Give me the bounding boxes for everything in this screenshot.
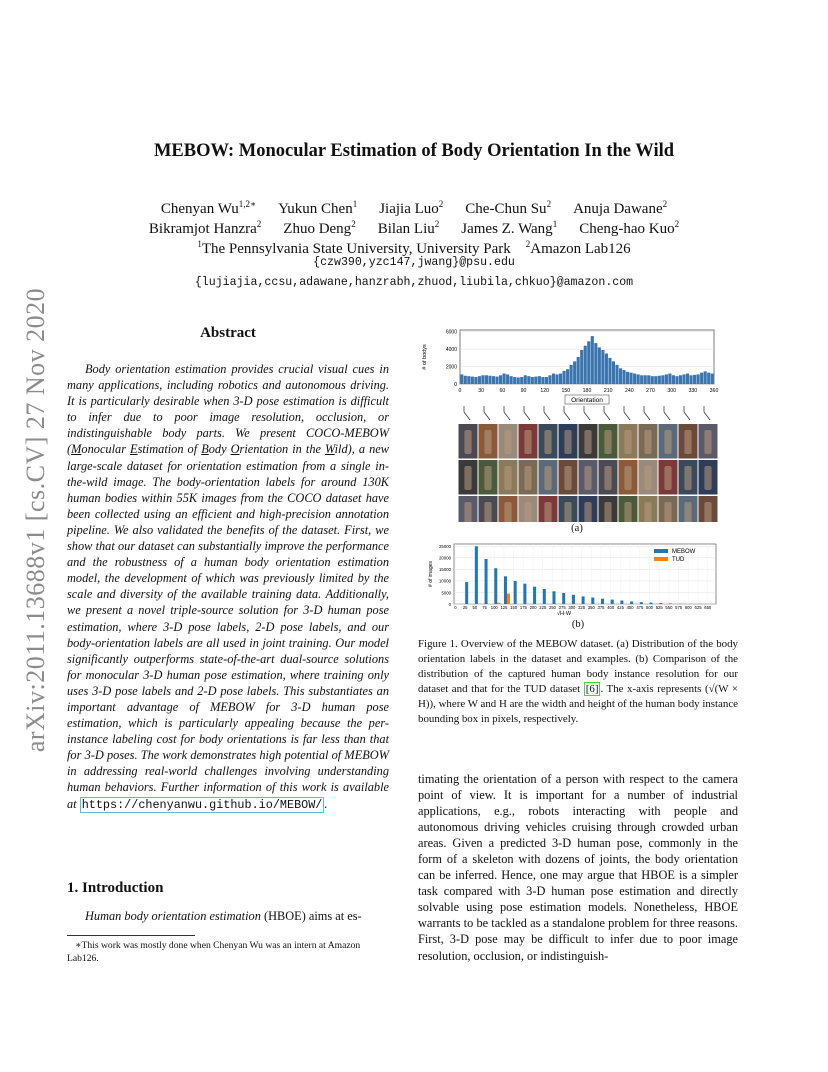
person-silhouette [624, 466, 631, 490]
abstract-text-2: onocular [81, 442, 131, 457]
paper-title: MEBOW: Monocular Estimation of Body Orientation In the Wild [153, 141, 675, 161]
bar [517, 377, 520, 384]
person-silhouette [664, 502, 671, 522]
email-amazon: {lujiajia,ccsu,adawane,hanzrabh,zhuod,liubila,chkuo}@amazon.com [194, 276, 634, 289]
connector-line [664, 406, 670, 420]
person-silhouette [504, 466, 511, 490]
bar [520, 377, 523, 384]
bar [548, 375, 551, 384]
bar [497, 603, 500, 604]
abstract-text-3: stimation of [137, 442, 202, 457]
y-tick-label: 2000 [445, 364, 457, 371]
x-tick-label: 125 [500, 605, 508, 610]
person-silhouette [484, 502, 491, 522]
intro-emphasis: Human body orientation estimation [85, 909, 261, 923]
bar [640, 602, 643, 604]
x-tick-label: 30 [478, 388, 485, 394]
resolution-histogram [418, 540, 718, 618]
person-silhouette [564, 466, 571, 490]
y-axis-label: # of bodys [422, 344, 428, 370]
author-name: Anuja Dawane [573, 201, 663, 217]
connector-line [624, 406, 630, 420]
x-tick-label: 275 [558, 605, 566, 610]
y-tick-label: 0 [448, 601, 451, 607]
bar [538, 376, 541, 384]
x-tick-label: 400 [607, 605, 615, 610]
bar [633, 374, 636, 384]
x-tick-label: 625 [694, 605, 702, 610]
footnote-rule [67, 935, 195, 936]
author-affil-sup: 1,2∗ [238, 199, 257, 209]
person-silhouette [524, 430, 531, 454]
connector-line [704, 406, 710, 420]
author-name: Che-Chun Su [465, 201, 547, 217]
x-tick-label: 450 [626, 605, 634, 610]
connector-line [464, 406, 470, 420]
bar [533, 587, 536, 604]
y-tick-label: 4000 [445, 347, 457, 354]
bar [523, 584, 526, 604]
abstract-body [67, 361, 389, 813]
bar [485, 375, 488, 384]
bar [711, 374, 714, 384]
figure-1b [418, 540, 718, 630]
person-silhouette [524, 502, 531, 522]
bar [675, 376, 678, 384]
connector-line [544, 406, 550, 420]
bar [619, 368, 622, 384]
bar [481, 375, 484, 384]
bar [672, 375, 675, 384]
caption-text-1: Figure 1. Overview of the MEBOW dataset. (a) Distribution of the body orientation labels in the dataset and examples. (b) Comparison of the distribution of the captured human body instance resolution for our dataset and that for the TUD dataset [418, 638, 738, 696]
person-silhouette [584, 502, 591, 522]
x-tick-label: 150 [561, 388, 571, 394]
bar [577, 357, 580, 384]
bar [612, 361, 615, 384]
x-tick-label: 0 [454, 605, 457, 610]
bar [582, 596, 585, 604]
affiliation-1: The Pennsylvania State University, University Park [201, 241, 511, 257]
bar [651, 376, 654, 384]
abstract-text-4: ody [208, 442, 231, 457]
author-affil-sup: 2 [438, 199, 444, 209]
legend-swatch [654, 549, 668, 553]
bar [704, 371, 707, 384]
abstract-text-5: rientation in the [239, 442, 325, 457]
bar [563, 371, 566, 384]
person-silhouette [684, 502, 691, 522]
bar [478, 376, 481, 384]
bar [474, 377, 477, 384]
x-tick-label: 425 [616, 605, 624, 610]
bar [650, 603, 653, 604]
bar [541, 377, 544, 384]
bar [471, 377, 474, 384]
bar [608, 358, 611, 384]
bar [693, 375, 696, 384]
bar [587, 341, 590, 384]
bar [467, 376, 470, 384]
bar [572, 595, 575, 604]
person-silhouette [464, 430, 471, 454]
author-name: James Z. Wang [461, 221, 553, 237]
bar [573, 361, 576, 384]
x-tick-label: 325 [578, 605, 586, 610]
bar [570, 365, 573, 384]
x-tick-label: 0 [458, 388, 462, 394]
x-axis-label: √H·W [557, 611, 572, 617]
bar [658, 376, 661, 384]
intro-body [67, 908, 389, 924]
bar [513, 377, 516, 384]
bar [615, 365, 618, 384]
bar [495, 377, 498, 384]
intro-continued: timating the orientation of a person with respect to the camera point of view. It is important for a number of industrial applications, e.g., robots interacting with people and autonomous driving vehicles cruising through crowded urban areas. Given a predicted 3-D human pose, commonly in the form of a skeleton with dozens of joints, the body orientation can be inferred. Hence, one may argue that HBOE is a simpler task compared with 3-D human pose estimation and directly solvable using pose estimation models. Nonetheless, HBOE warrants to be tackled as a standalone problem for three reasons. First, 3-D pose may be difficult to infer due to poor image resolution, occlusion, or indistinguish- [418, 772, 738, 963]
bar [686, 374, 689, 384]
bar [630, 601, 633, 604]
bar [562, 593, 565, 604]
x-tick-label: 90 [520, 388, 527, 394]
author-affil-sup: 2 [434, 219, 440, 229]
x-tick-label: 25 [462, 605, 468, 610]
figure-caption [418, 637, 738, 728]
legend-swatch [654, 557, 668, 561]
x-tick-label: 50 [472, 605, 478, 610]
bar [665, 374, 668, 384]
x-tick-label: 75 [482, 605, 487, 610]
bar [559, 374, 562, 384]
bar [504, 576, 507, 604]
x-tick-label: 120 [540, 388, 549, 394]
x-tick-label: 375 [597, 605, 605, 610]
person-silhouette [544, 502, 551, 522]
bar [682, 374, 685, 384]
caption-text-2: . The x-axis represents (√(W × H)), where W and H are the width and height of the human body instance bounding box in pixels, respectively. [418, 683, 738, 726]
x-tick-label: 330 [688, 388, 698, 394]
bar [464, 376, 467, 384]
x-tick-label: 575 [675, 605, 683, 610]
bar [690, 375, 693, 384]
author-affil-sup: 2 [662, 199, 668, 209]
x-tick-label: 180 [582, 388, 592, 394]
caption-citation[interactable]: [6] [585, 683, 599, 696]
bar [485, 559, 488, 604]
bar [460, 374, 463, 384]
y-tick-label: 10000 [439, 578, 451, 584]
connector-line [484, 406, 490, 420]
connector-line [584, 406, 590, 420]
person-silhouette [664, 466, 671, 490]
x-tick-label: 240 [625, 388, 634, 394]
y-tick-label: 5000 [441, 590, 451, 596]
bar [545, 377, 548, 384]
y-tick-label: 25000 [439, 544, 451, 550]
abstract-text-6: ild), a new large-scale dataset for orientation estimation from a single in-the-wild image. The body-orientation labels for around 130K human bodies within 55K images from the COCO dataset have been collected using an efficient and high-precision annotation pipeline. We also validated the benefits of the dataset. First, we show that our dataset can substantially improve the performance and the robustness of a human body orientation estimation model, the development of which was previously limited by the scale and diversity of the available training data. Additionally, we present a novel triple-source solution for 3-D human pose estimation, where 3-D pose labels, 2-D pose labels, and our body-orientation labels are all used in joint training. Our model significantly outperforms state-of-the-art dual-source solutions for monocular 3-D human pose estimation, where training only uses 3-D pose labels and 2-D pose labels. This substantiates an important advantage of MEBOW for 3-D human pose estimation, which is particularly appealing because the per-instance labeling cost for body orientations is far less than that for 3-D poses. The work demonstrates high potential of MEBOW in addressing real-world challenges involving understanding human behaviors. Further information of this work is available at [67, 442, 389, 811]
bar [488, 376, 491, 384]
bar [707, 373, 710, 384]
author-affil-sup: 2 [674, 219, 680, 229]
bar [640, 375, 643, 384]
x-tick-label: 360 [709, 388, 719, 394]
bar [661, 375, 664, 384]
y-tick-label: 20000 [439, 555, 451, 561]
legend-label: TUD [672, 557, 685, 563]
bar [527, 376, 530, 384]
abstract-heading: Abstract [200, 325, 256, 341]
bar [654, 376, 657, 384]
bar [630, 373, 633, 384]
arxiv-id: arXiv:2011.13688v1 [cs.CV] 27 Nov 2020 [21, 287, 50, 753]
affiliation-2: Amazon Lab126 [530, 241, 631, 257]
connector-line [564, 406, 570, 420]
x-tick-label: 475 [636, 605, 644, 610]
x-tick-label: 210 [603, 388, 613, 394]
bar [514, 581, 517, 604]
bar [465, 582, 468, 604]
connector-line [524, 406, 530, 420]
person-silhouette [524, 466, 531, 490]
bar [510, 376, 513, 384]
x-tick-label: 300 [568, 605, 576, 610]
bar [555, 374, 558, 384]
connector-line [604, 406, 610, 420]
project-link[interactable]: https://chenyanwu.github.io/MEBOW/ [81, 797, 323, 812]
author-affil-sup: 2 [546, 199, 552, 209]
author-name: Zhuo Deng [283, 221, 352, 237]
author-name: Chenyan Wu [160, 201, 239, 217]
bar [584, 346, 587, 384]
bar [499, 375, 502, 384]
figure-label-b: (b) [571, 619, 585, 630]
legend-label: MEBOW [672, 549, 696, 555]
abstract-underline-m: M [71, 442, 82, 457]
author-name: Cheng-hao Kuo [579, 221, 675, 237]
abstract-text-1: Body orientation estimation provides crucial visual cues in many applications, including robotics and autonomous driving. It is particularly desirable when 3-D pose estimation is difficult to infer due to poor image resolution, occlusion, or indistinguishable body parts. We present COCO-MEBOW ( [67, 362, 389, 457]
person-silhouette [504, 430, 511, 454]
bar [503, 374, 506, 384]
person-silhouette [604, 466, 611, 490]
bar [668, 374, 671, 384]
bar [626, 372, 629, 384]
person-silhouette [464, 502, 471, 522]
person-silhouette [644, 466, 651, 490]
y-tick-label: 6000 [445, 329, 457, 336]
bar [669, 603, 672, 604]
abstract-underline-o: O [230, 442, 240, 457]
y-axis-label: # of images [428, 561, 434, 587]
x-tick-label: 525 [655, 605, 663, 610]
x-tick-label: 175 [519, 605, 527, 610]
bar [591, 598, 594, 604]
person-silhouette [624, 502, 631, 522]
bar [605, 354, 608, 384]
figure-1a [418, 322, 736, 534]
person-silhouette [484, 430, 491, 454]
bar [700, 373, 703, 384]
footnote: ∗This work was mostly done when Chenyan Wu was an intern at Amazon Lab126. [67, 940, 361, 964]
x-tick-label: 150 [510, 605, 518, 610]
bar [679, 375, 682, 384]
x-tick-label: 350 [587, 605, 595, 610]
intro-heading: 1. Introduction [67, 880, 164, 896]
person-silhouette [704, 502, 711, 522]
bar [475, 546, 478, 604]
person-silhouette [544, 430, 551, 454]
author-name: Bilan Liu [377, 221, 435, 237]
abstract-underline-w: W [325, 442, 335, 457]
bar [611, 600, 614, 604]
bar [601, 599, 604, 604]
bar [594, 343, 597, 384]
person-silhouette [624, 430, 631, 454]
orientation-histogram [418, 322, 736, 522]
bar [601, 350, 604, 384]
author-name: Jiajia Luo [379, 201, 439, 217]
bar [566, 369, 569, 384]
x-tick-label: 600 [684, 605, 692, 610]
affiliation-1-sup: 1 [197, 239, 202, 249]
x-tick-label: 270 [646, 388, 655, 394]
person-silhouette [704, 430, 711, 454]
x-axis-label: Orientation [571, 397, 603, 404]
person-silhouette [564, 430, 571, 454]
bar [620, 601, 623, 604]
bar [531, 377, 534, 384]
bar [506, 374, 509, 384]
x-tick-label: 300 [667, 388, 676, 394]
person-silhouette [664, 430, 671, 454]
person-silhouette [544, 466, 551, 490]
bar [697, 374, 700, 384]
y-tick-label: 15000 [439, 567, 451, 573]
author-affil-sup: 1 [552, 219, 558, 229]
person-silhouette [644, 502, 651, 522]
person-silhouette [584, 430, 591, 454]
bar [507, 594, 510, 604]
abstract-end: . [324, 796, 328, 811]
bar [598, 347, 601, 384]
author-affil-sup: 2 [256, 219, 262, 229]
person-silhouette [684, 466, 691, 490]
person-silhouette [484, 466, 491, 490]
bar [644, 375, 647, 384]
author-affil-sup: 1 [352, 199, 358, 209]
bar [534, 377, 537, 384]
affiliation-2-sup: 2 [525, 239, 531, 249]
bar [659, 603, 662, 604]
person-silhouette [704, 466, 711, 490]
person-silhouette [644, 430, 651, 454]
bar [591, 336, 594, 384]
bar [492, 376, 495, 384]
abstract-underline-e: E [130, 442, 138, 457]
bar [552, 374, 555, 384]
person-silhouette [504, 502, 511, 522]
bar [524, 375, 527, 384]
email-psu: {czw390,yzc147,jwang}@psu.edu [313, 256, 515, 269]
author-name: Bikramjot Hanzra [148, 221, 257, 237]
x-tick-label: 100 [490, 605, 498, 610]
author-affil-sup: 2 [351, 219, 356, 229]
x-tick-label: 200 [529, 605, 537, 610]
person-silhouette [684, 430, 691, 454]
author-name: Yukun Chen [278, 201, 353, 217]
bar [580, 350, 583, 384]
figure-label-a: (a) [571, 523, 583, 534]
y-tick-label: 0 [454, 382, 457, 388]
intro-text: (HBOE) aims at es- [260, 909, 362, 923]
x-tick-label: 550 [665, 605, 673, 610]
bar [622, 370, 625, 384]
bar [543, 589, 546, 604]
x-tick-label: 650 [704, 605, 712, 610]
x-tick-label: 60 [499, 388, 506, 394]
plot-frame [460, 330, 714, 384]
connector-line [684, 406, 690, 420]
connector-line [504, 406, 510, 420]
person-silhouette [604, 502, 611, 522]
person-silhouette [604, 430, 611, 454]
bar [494, 568, 497, 604]
person-silhouette [584, 466, 591, 490]
person-silhouette [464, 466, 471, 490]
bar [637, 374, 640, 384]
x-tick-label: 225 [539, 605, 547, 610]
abstract-underline-b: B [201, 442, 209, 457]
bar [552, 591, 555, 604]
bar [647, 375, 650, 384]
x-tick-label: 250 [548, 605, 556, 610]
connector-line [644, 406, 650, 420]
x-tick-label: 500 [646, 605, 654, 610]
person-silhouette [564, 502, 571, 522]
